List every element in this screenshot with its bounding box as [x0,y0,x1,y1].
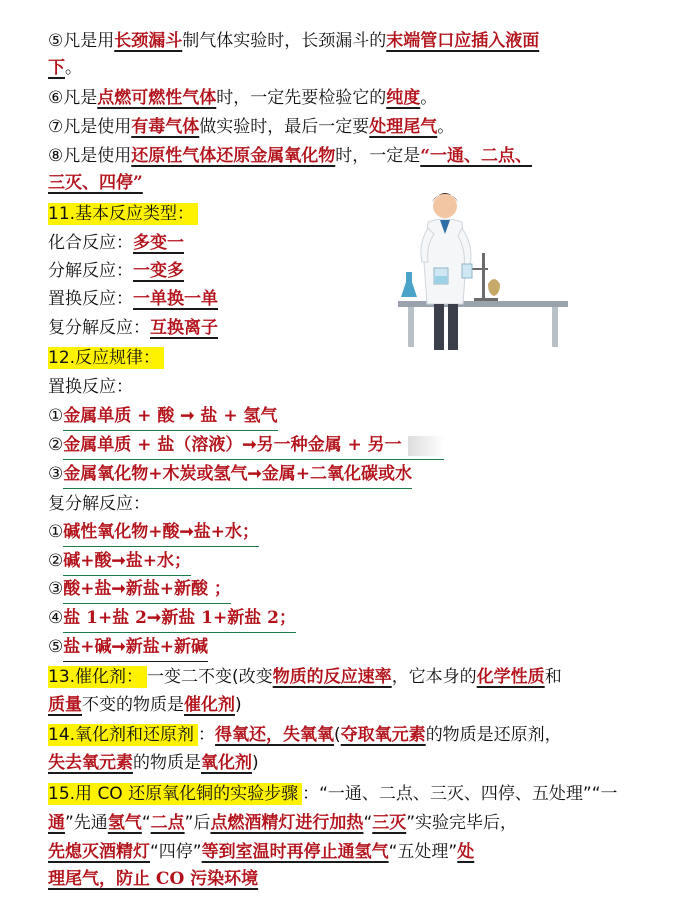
formula-dd-1: ①碱性氧化物+酸➞盐+水； [48,519,676,547]
section-14: 14.氧化剂和还原剂 ：得氧还，失氧氧(夺取氧元素的物质是还原剂， [48,725,562,745]
section-14-cont: 失去氧元素的物质是氧化剂) [48,753,259,773]
arrow-icon: ➞ [179,522,194,542]
double-decomposition-subheading: 复分解反应： [48,494,150,514]
section-13-cont: 质量不变的物质是催化剂) [48,695,242,715]
formula-2: ②金属单质 + 盐（溶液）➞另一种金属 + 另一 [48,432,676,460]
displacement-subheading: 置换反应： [48,377,133,397]
section-15-line3: 先熄灭酒精灯“四停”等到室温时再停止通氢气“五处理”处 [48,842,475,862]
rule-8: ⑧凡是使用还原性气体还原金属氧化物时，一定是“一通、二点、 [48,146,533,166]
double-decomposition: 复分解反应：互换离子 [48,318,218,338]
arrow-icon: ➞ [180,406,195,426]
section-15: 15.用 CO 还原氧化铜的实验步骤 ：“一通、二点、三灭、四停、五处理”“一 [48,784,618,804]
section-15-line2: 通”先通氢气“二点”后点燃酒精灯进行加热“三灭”实验完毕后， [48,813,518,833]
displacement-reaction: 置换反应：一单换一单 [48,289,218,309]
rule-6: ⑥凡是点燃可燃性气体时，一定先要检验它的纯度。 [48,88,438,108]
formula-1: ①金属单质 + 酸 ➞ 盐 + 氢气 [48,403,676,431]
combination-reaction: 化合反应：多变一 [48,233,184,253]
highlight-text: 长颈漏斗 [114,31,183,51]
decomposition-reaction: 分解反应：一变多 [48,261,184,281]
highlight-text: 末端管口应插入液面 [386,31,540,51]
rule-7: ⑦凡是使用有毒气体做实验时，最后一定要处理尾气。 [48,117,455,137]
formula-3: ③金属氧化物+木炭或氢气➞金属+二氧化碳或水 [48,461,676,489]
arrow-icon: ➞ [111,637,126,657]
section-12-heading: 12.反应规律： [48,345,676,371]
arrow-icon: ➞ [247,464,262,484]
rule-8-cont: 三灭、四停” [48,173,143,193]
formula-dd-2: ②碱+酸➞盐+水； [48,548,676,576]
arrow-icon: ➞ [242,435,257,455]
section-15-line4: 理尾气，防止 CO 污染环境 [48,869,259,889]
formula-dd-5: ⑤盐+碱➞新盐+新碱 [48,634,676,662]
scientist-with-lab-equipment-icon [398,188,568,363]
formula-dd-4: ④盐 1+盐 2➞新盐 1+新盐 2； [48,605,676,633]
rule-5: ⑤凡是用长颈漏斗制气体实验时，长颈漏斗的末端管口应插入液面 [48,31,540,51]
section-11-heading: 11.基本反应类型： [48,201,676,227]
rule-5-cont: 下。 [48,58,82,78]
section-13: 13.催化剂： 一变二不变(改变物质的反应速率，它本身的化学性质和 [48,667,562,687]
formula-dd-3: ③酸+盐➞新盐+新酸 ； [48,576,676,604]
arrow-icon: ➞ [147,608,162,628]
arrow-icon: ➞ [111,551,126,571]
arrow-icon: ➞ [111,579,126,599]
